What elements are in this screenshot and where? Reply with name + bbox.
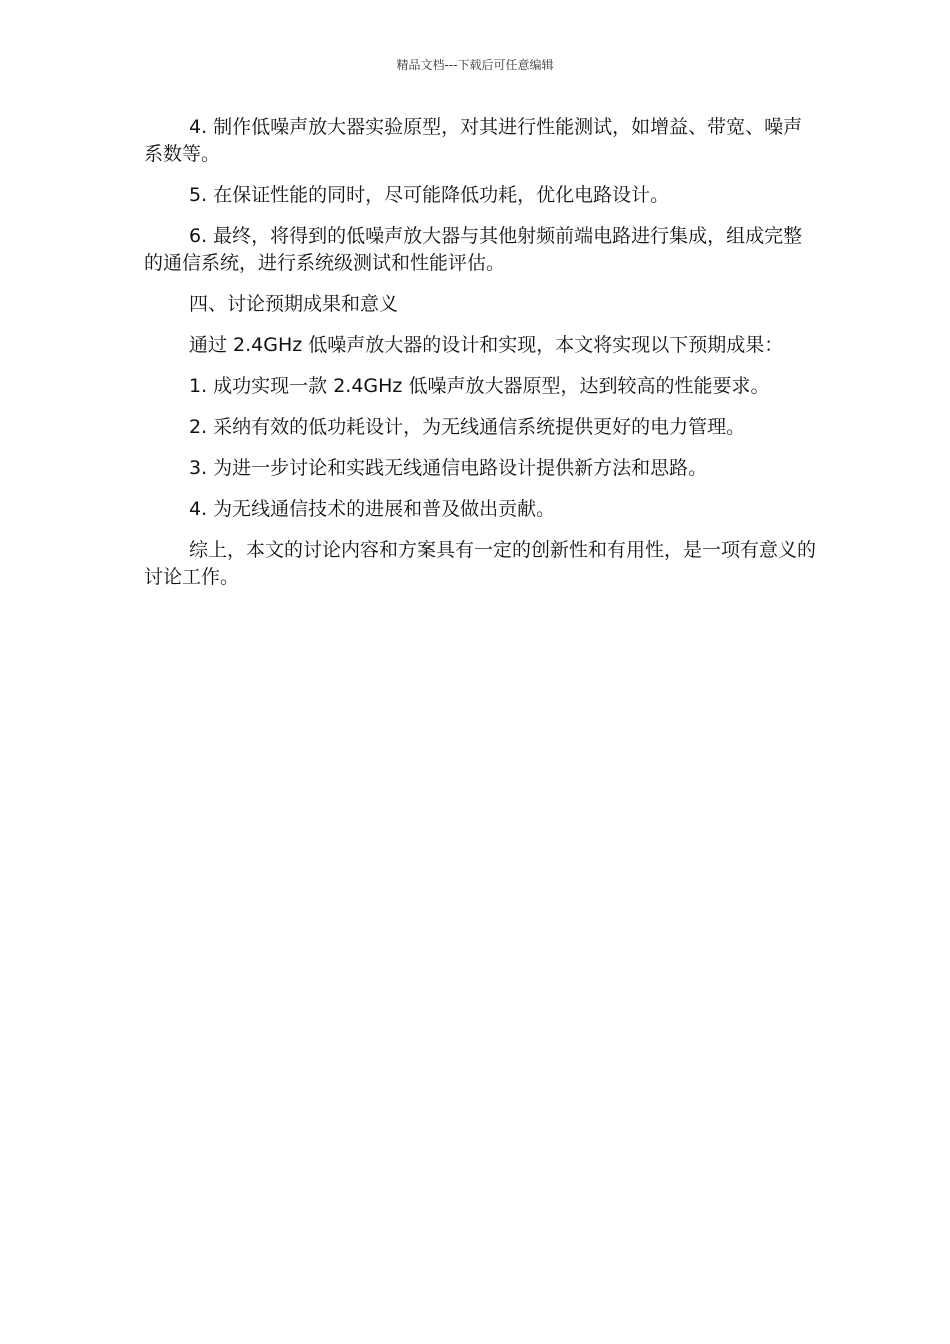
paragraph-outcome-1: 1. 成功实现一款 2.4GHz 低噪声放大器原型，达到较高的性能要求。 [189, 375, 770, 397]
paragraph-outcome-2: 2. 采纳有效的低功耗设计，为无线通信系统提供更好的电力管理。 [189, 416, 746, 438]
document-body [144, 114, 816, 605]
paragraph-outcome-3: 3. 为进一步讨论和实践无线通信电路设计提供新方法和思路。 [189, 457, 708, 479]
section-heading: 四、讨论预期成果和意义 [189, 293, 399, 315]
paragraph-conclusion: 综上，本文的讨论内容和方案具有一定的创新性和有用性，是一项有意义的讨论工作。 [144, 539, 817, 588]
paragraph-outcome-4: 4. 为无线通信技术的进展和普及做出贡献。 [189, 498, 556, 520]
paragraph-step-6: 6. 最终，将得到的低噪声放大器与其他射频前端电路进行集成，组成完整的通信系统，进行系统级测试和性能评估。 [144, 225, 803, 274]
page-header: 精品文档---下载后可任意编辑 [396, 58, 554, 72]
paragraph-step-4: 4. 制作低噪声放大器实验原型，对其进行性能测试，如增益、带宽、噪声系数等。 [144, 116, 803, 165]
paragraph-intro: 通过 2.4GHz 低噪声放大器的设计和实现，本文将实现以下预期成果： [189, 334, 784, 356]
paragraph-step-5: 5. 在保证性能的同时，尽可能降低功耗，优化电路设计。 [189, 184, 670, 206]
